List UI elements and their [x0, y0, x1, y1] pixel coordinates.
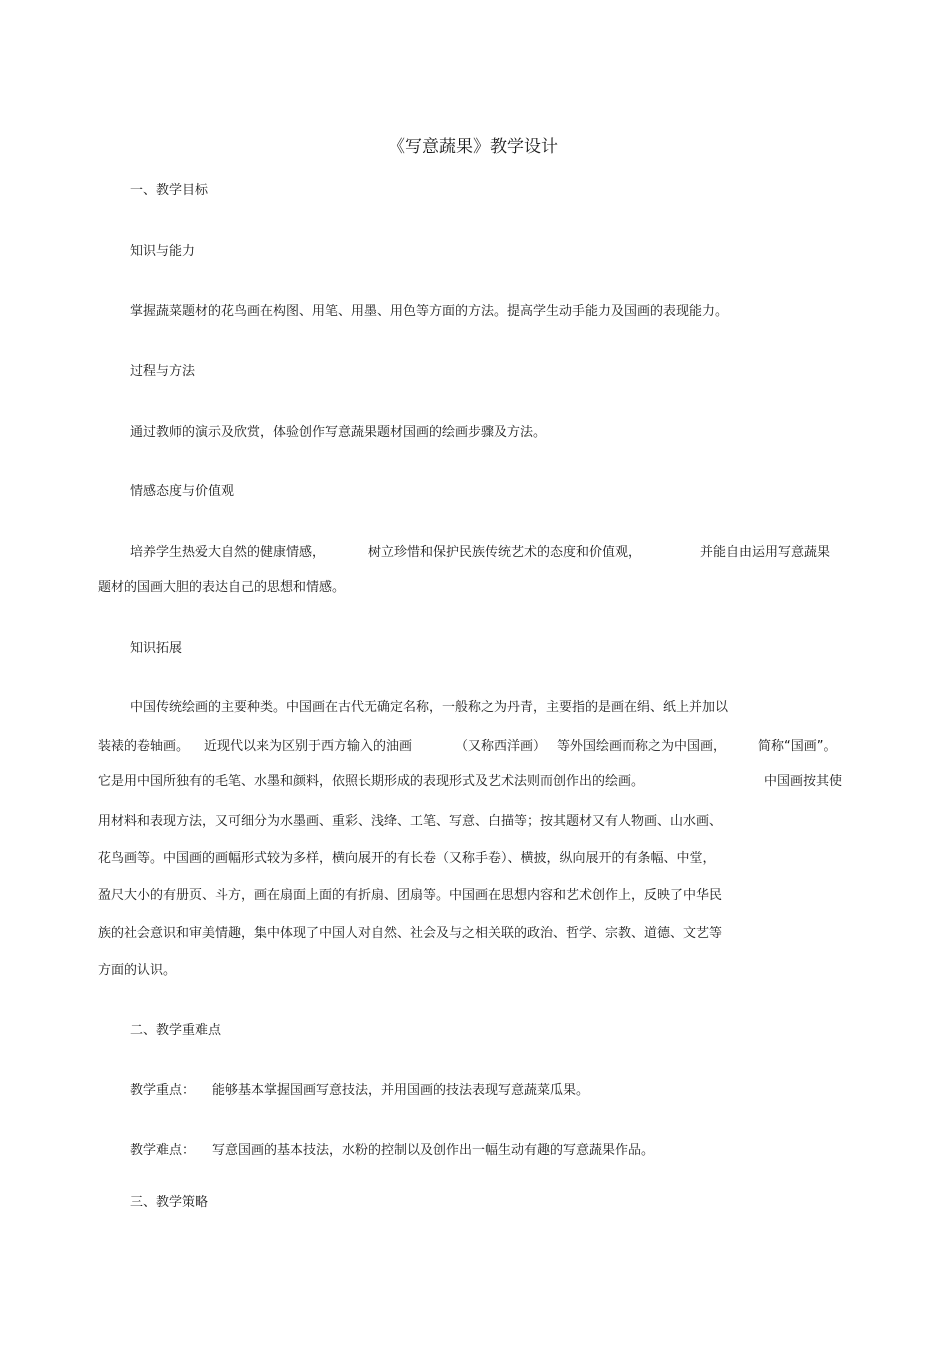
paragraph-extension-line2-b: 近现代以来为区别于西方输入的油画 [204, 739, 413, 754]
paragraph-extension-line2-d: 等外国绘画而称之为中国画， [557, 739, 727, 754]
paragraph-extension-line1: 中国传统绘画的主要种类。中国画在古代无确定名称，一般称之为丹青，主要指的是画在绢、纸上并加以 [130, 700, 729, 715]
text-key-point: 能够基本掌握国画写意技法，并用国画的技法表现写意蔬菜瓜果。 [212, 1083, 590, 1098]
section-heading-objectives: 一、教学目标 [130, 183, 209, 198]
paragraph-process-method: 通过教师的演示及欣赏，体验创作写意蔬果题材国画的绘画步骤及方法。 [130, 425, 547, 440]
subheading-process-method: 过程与方法 [130, 364, 196, 379]
section-heading-key-difficult-points: 二、教学重难点 [130, 1023, 222, 1038]
paragraph-extension-line2-a: 装裱的卷轴画。 [98, 739, 190, 754]
label-difficult-point: 教学难点： [130, 1143, 196, 1158]
paragraph-extension-line3-b: 中国画按其使 [764, 774, 843, 789]
subheading-emotion-values: 情感态度与价值观 [130, 484, 235, 499]
paragraph-extension-line8: 方面的认识。 [98, 963, 177, 978]
paragraph-extension-line7: 族的社会意识和审美情趣，集中体现了中国人对自然、社会及与之相关联的政治、哲学、宗教、道德、文艺等 [98, 926, 723, 941]
paragraph-emotion-line2: 题材的国画大胆的表达自己的思想和情感。 [98, 580, 346, 595]
label-key-point: 教学重点： [130, 1083, 196, 1098]
paragraph-extension-line2-e: 简称“国画”。 [758, 739, 837, 754]
paragraph-extension-line5: 花鸟画等。中国画的画幅形式较为多样，横向展开的有长卷（又称手卷）、横披，纵向展开的有条幅、中堂， [98, 851, 716, 866]
paragraph-extension-line6: 盈尺大小的有册页、斗方，画在扇面上面的有折扇、团扇等。中国画在思想内容和艺术创作上，反映了中华民 [98, 888, 723, 903]
text-difficult-point: 写意国画的基本技法，水粉的控制以及创作出一幅生动有趣的写意蔬果作品。 [212, 1143, 655, 1158]
paragraph-extension-line3-a: 它是用中国所独有的毛笔、水墨和颜料，依照长期形成的表现形式及艺术法则而创作出的绘画。 [98, 774, 645, 789]
paragraph-emotion-line1-a: 培养学生热爱大自然的健康情感， [130, 545, 326, 560]
section-heading-teaching-strategy: 三、教学策略 [130, 1195, 209, 1210]
paragraph-emotion-line1-b: 树立珍惜和保护民族传统艺术的态度和价值观， [368, 545, 642, 560]
paragraph-knowledge-ability: 掌握蔬菜题材的花鸟画在构图、用笔、用墨、用色等方面的方法。提高学生动手能力及国画的表现能力。 [130, 304, 729, 319]
document-title: 《写意蔬果》教学设计 [388, 137, 558, 157]
paragraph-emotion-line1-c: 并能自由运用写意蔬果 [700, 545, 831, 560]
subheading-knowledge-extension: 知识拓展 [130, 641, 183, 656]
paragraph-extension-line2-c: （又称西洋画） [455, 739, 547, 754]
paragraph-extension-line4: 用材料和表现方法，又可细分为水墨画、重彩、浅绛、工笔、写意、白描等；按其题材又有人物画、山水画、 [98, 814, 723, 829]
subheading-knowledge-ability: 知识与能力 [130, 244, 196, 259]
